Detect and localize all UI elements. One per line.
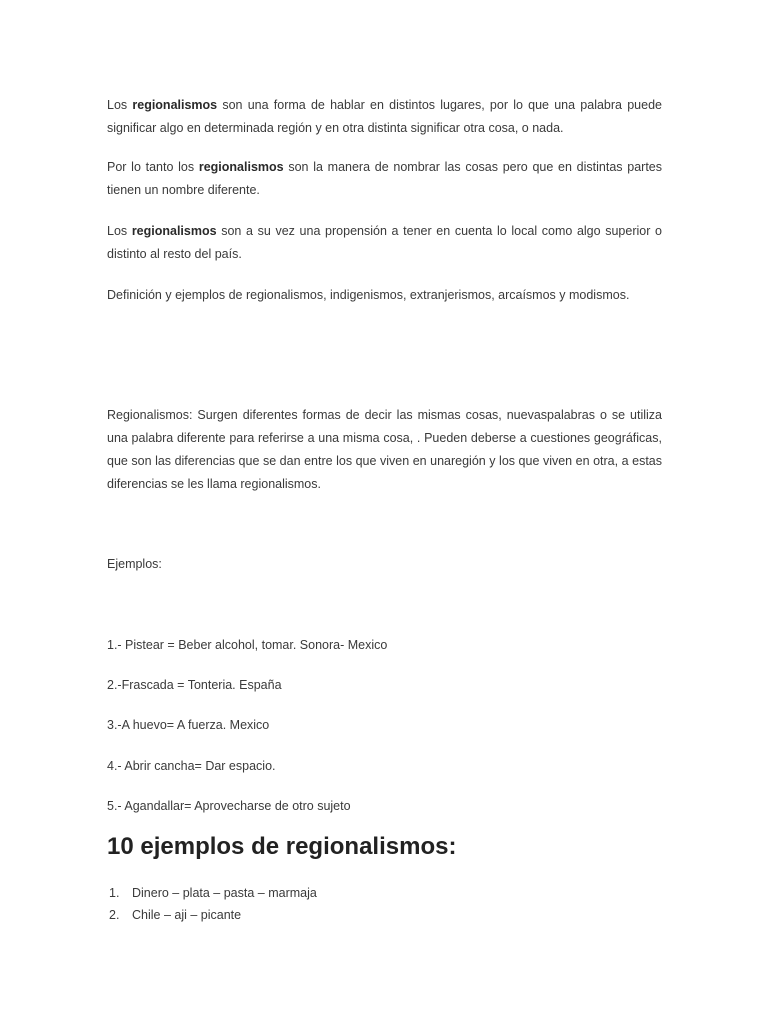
intro-paragraph-4: Definición y ejemplos de regionalismos, indigenismos, extranjerismos, arcaísmos y modismos. <box>107 288 630 302</box>
example-item: 1.- Pistear = Beber alcohol, tomar. Sonora- Mexico <box>107 638 388 652</box>
examples-label: Ejemplos: <box>107 557 162 571</box>
list-number: 2. <box>109 908 120 922</box>
example-item: 4.- Abrir cancha= Dar espacio. <box>107 759 276 773</box>
text: Los <box>107 98 133 112</box>
intro-paragraph-1 <box>107 94 662 140</box>
example-item: 5.- Agandallar= Aprovecharse de otro sujeto <box>107 799 351 813</box>
list-item-text: Dinero – plata – pasta – marmaja <box>132 886 317 900</box>
text: son una forma de hablar en distintos lugares, por lo que una palabra puede significar algo en determinada región y en otra distinta significar otra cosa, o nada. <box>107 98 662 135</box>
list-item-text: Chile – aji – picante <box>132 908 242 922</box>
numbered-list <box>107 882 317 926</box>
bold-term: regionalismos <box>132 98 218 112</box>
example-item: 2.-Frascada = Tonteria. España <box>107 678 282 692</box>
list-item <box>107 904 317 926</box>
intro-paragraph-3 <box>107 220 662 266</box>
intro-paragraph-2 <box>107 156 662 202</box>
example-item: 3.-A huevo= A fuerza. Mexico <box>107 718 270 732</box>
text: Los <box>107 224 132 238</box>
bold-term: regionalismos <box>131 224 217 238</box>
list-number: 1. <box>109 886 120 900</box>
definition-paragraph: Regionalismos: Surgen diferentes formas de decir las mismas cosas, nuevaspalabras o se utiliza una palabra diferente para referirse a una misma cosa, . Pueden deberse a cuestiones geográficas, que son las diferencias que se dan entre los que viven en unaregión y los que viven en otra, a estas diferencias se les llama regionalismos. <box>107 408 662 491</box>
list-item <box>107 882 317 904</box>
bold-term: regionalismos <box>198 160 284 174</box>
section-heading: 10 ejemplos de regionalismos: <box>107 833 457 860</box>
text: son la manera de nombrar las cosas pero que en distintas partes tienen un nombre diferente. <box>107 160 662 197</box>
text: Por lo tanto los <box>107 160 199 174</box>
text: son a su vez una propensión a tener en cuenta lo local como algo superior o distinto al resto del país. <box>107 224 662 261</box>
